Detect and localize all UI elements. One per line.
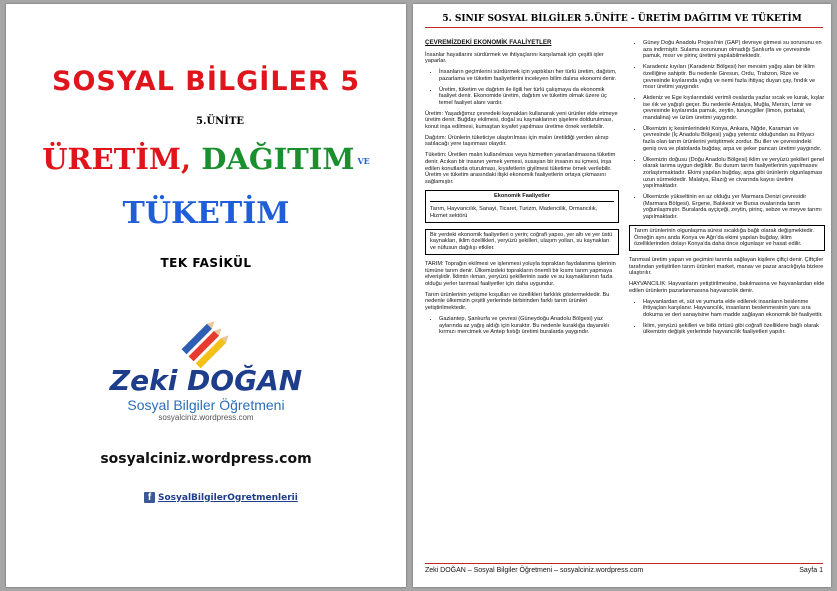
cover-title: SOSYAL BİLGİLER 5	[52, 66, 360, 97]
column-left	[425, 40, 619, 340]
facebook-link[interactable]	[144, 492, 298, 503]
list-item: • İnsanların geçimlerini sürdürmek için yaptıkları her türlü üretim, dağıtım, pazarlama ve tüketim faaliyetlerini inceleyen bilim dalına ekonomi denir.	[439, 69, 619, 82]
content-page	[413, 4, 831, 587]
list-item: • Hayvanlardan et, süt ve yumurta elde edilerek insanların beslenme ihtiyaçları karşılanır. Hayvancılık, insanların beslenmesinin yanı sıra dokuma ve deri sanayisine ham madde sağlayan ekonomik bir faaliyettir.	[643, 299, 825, 319]
facebook-icon: f	[144, 492, 155, 503]
page-number: Sayfa 1	[799, 567, 823, 574]
tuketim-paragraph: Tüketim: Üretilen malın kullanılması veya hizmetten yararlanılmasına tüketim denir. Acıkan bir insanın yemek yemesi, susayan bir insanın su içmesi, inşa edilen konutlarda oturulması, kıyafetlerin giyilmesi tüketime örnek verilebilir. Üretim ve tüketim arasındaki ilişki ekonomik faaliyetlerin ortaya çıkmasını sağlamıştır.	[425, 152, 616, 185]
cover-word-ve: VE	[357, 156, 370, 166]
page-footer	[425, 563, 823, 574]
cover-subtitle: TEK FASİKÜL	[160, 256, 252, 270]
list-item: • Ülkemizin iç kesimlerindeki Konya, Ankara, Niğde, Karaman ve çevresinde (İç Anadolu Bölgesi) yağış yetersiz olduğundan su ihtiyacı fazla olan tarım ürünlerini yetiştirmek zordur. Bu iller ve çevresindeki geniş ova ve platolarda buğday, arpa ve şeker pancarı üretimi yaygındır.	[643, 126, 825, 153]
factors-note: Bir yerdeki ekonomik faaliyetleri o yerin; coğrafi yapısı, yer altı ve yer üstü kaynakları, iklim özellikleri, yeryüzü şekilleri, ulaşım yolları, su kaynakları ve nüfusun dağılışı etkiler.	[425, 229, 619, 255]
list-item: • Gaziantep, Şanlıurfa ve çevresi (Güneydoğu Anadolu Bölgesi) yaz aylarında az yağış aldığı için kuraktır. Bu nedenle kuraklığa dayanıklı kırmızı mercimek ve Antep fıstığı üretimi buralarda yaygındır.	[439, 316, 619, 336]
section-heading: ÇEVREMİZDEKİ EKONOMİK FAALİYETLER	[425, 39, 552, 46]
cover-page	[6, 4, 406, 587]
list-item: • Güney Doğu Anadolu Projesi'nin (GAP) devreye girmesi su sorununu en aza indirmiştir. Sulama sorununun olmadığı Şanlıurfa ve çevresinde pamuk, mısır ve pirinç üretimi yapılabilmektedir.	[643, 40, 825, 60]
intro-text: İnsanlar hayatlarını sürdürmek ve ihtiyaçlarını karşılamak için çeşitli işler yaparlar.	[425, 51, 604, 65]
activities-box	[425, 190, 619, 223]
ripening-note: Tarım ürünlerinin olgunlaşma süresi sıcaklığa bağlı olarak değişmektedir. Örneğin aynı anda Konya ve Ağrı'da ekimi yapılan buğday, iklim özelliklerinden dolayı Konya'da daha önce olgunlaşır ve hasat edilir.	[629, 225, 825, 251]
title-divider	[425, 27, 823, 28]
hayvancilik-list	[629, 299, 825, 337]
cover-topic-line	[6, 142, 406, 176]
list-item: • Akdeniz ve Ege kıyılarındaki verimli ovalarda yazlar sıcak ve kurak, kışlar ise ılık ve yağışlı geçer. Bu nedenle Antalya, Muğla, Mersin, İzmir ve çevresinde kıyılarında pamuk, zeytin, turunçgiller (limon, portakal, mandalina) ve üzüm üretimi yaygındır.	[643, 95, 825, 122]
footer-left: Zeki DOĞAN – Sosyal Bilgiler Öğretmeni – sosyalciniz.wordpress.com	[425, 567, 644, 574]
cover-unit: 5.ÜNİTE	[196, 116, 245, 127]
regions-list	[629, 40, 825, 221]
tarim-paragraph-2: Tarım ürünlerinin yetişme koşulları ve özellikleri farklılık göstermektedir. Bu nedenle ülkemizin çeşitli yerlerinde birbirinden farklı tarım ürünleri yetiştirilmektedir.	[425, 291, 610, 312]
author-role: Sosyal Bilgiler Öğretmeni	[127, 397, 285, 413]
ciftci-paragraph: Tarımsal üretim yapan ve geçimini tarımla sağlayan kişilere çiftçi denir. Çiftçiler tarafından yetiştirilen tarım ürünleri market, manav ve pazar aracılığıyla bizlere ulaştırılır.	[629, 256, 824, 277]
cover-word-dagitim: DAĞITIM	[201, 142, 355, 176]
sheet-title: 5. SINIF SOSYAL BİLGİLER 5.ÜNİTE - ÜRETİM DAĞITIM VE TÜKETİM	[442, 14, 802, 24]
list-item: • Ülkemizde yükseltinin en az olduğu yer Marmara Denizi çevresidir (Marmara Bölgesi). Ergene, Balıkesir ve Bursa ovalarında tarım yoğunlaşmıştır. Buralarda ayçiçeği, zeytin, pirinç, sebze ve meyve tarımı yapılmaktadır.	[643, 194, 825, 221]
hayvancilik-paragraph: HAYVANCILIK: Hayvanların yetiştirilmesine, bakılmasına ve hayvanlardan elde edilen ürünlerin pazarlanmasına hayvancılık denir.	[629, 281, 825, 294]
cover-word-tuketim: TÜKETİM	[122, 196, 290, 231]
tarim-list	[425, 316, 619, 336]
facebook-text[interactable]: SosyalBilgilerOgretmenlerii	[158, 492, 298, 503]
author-name: Zeki DOĞAN	[109, 364, 303, 397]
list-item: • Karadeniz kıyıları (Karadeniz Bölgesi) her mevsim yağış alan bir iklim özelliğine sahiptir. Bu nedenle Giresun, Ordu, Trabzon, Rize ve çevresinde kıyılarında yağış ve nemi fazla ihtiyaç duyan çay, fındık ve mısır üretimi yaygındır.	[643, 64, 825, 91]
author-site[interactable]: sosyalciniz.wordpress.com	[100, 451, 312, 467]
column-right	[629, 40, 825, 340]
cover-word-uretim: ÜRETİM,	[42, 142, 192, 176]
ekonomi-list	[425, 69, 619, 107]
tarim-paragraph: TARIM: Toprağın ekilmesi ve işlenmesi yoluyla topraktan faydalanma işlerinin tümüne tarım denir. Ülkemizdeki toprakların önemli bir kısmı tarım yapmaya elverişlidir. İklimin ılıman, yeryüzü şekillerinin sade ve su kaynaklarının fazla olduğu yerler tarımsal faaliyetler için daha uygundur.	[425, 260, 616, 287]
list-item: • Üretim, tüketim ve dağıtım ile ilgili her türlü çalışmaya da ekonomik faaliyet denir. Ekonomide üretim, dağıtım ve tüketim olmak üzere üç temel faaliyet alanı vardır.	[439, 87, 619, 107]
list-item: • İklim, yeryüzü şekilleri ve bitki örtüsü gibi coğrafi özelliklere bağlı olarak ülkemizin değişik yerlerinde hayvancılık faaliyetleri yapılır.	[643, 323, 825, 336]
activities-box-title: Ekonomik Faaliyetler	[430, 193, 614, 203]
dagitim-paragraph: Dağıtım: Ürünlerin tüketiciye ulaştırılması için malın üretildiği yerden alınıp satılacağı yere taşınması olaydır.	[425, 134, 609, 148]
list-item: • Ülkemizin doğusu (Doğu Anadolu Bölgesi) iklim ve yeryüzü şekilleri genel olarak tarıma uygun değildir. Bu durum tarım faaliyetlerinin yapılmasını zorlaştırmaktadır. Ekimi yapılan buğday, arpa gibi ürünlerin olgunlaşması uzun sürmektedir. Malatya, Elazığ ve civarında kayısı üretimi yapılmaktadır.	[643, 157, 825, 191]
activities-box-text: Tarım, Hayvancılık, Sanayi, Ticaret, Turizm, Madencilik, Ormancılık, Hizmet sektörü	[430, 206, 598, 220]
author-site-small[interactable]: sosyalciniz.wordpress.com	[158, 413, 254, 422]
uretim-paragraph: Üretim: Yaşadığımız çevredeki kaynakları kullanarak yeni ürünler elde etmeye üretim denir. Buğday ekilmesi, doğal su kaynaklarının şişelere doldurulması, konut inşa edilmesi, kumaştan kıyafet yapılması üretime örnek verilebilir.	[425, 110, 618, 131]
